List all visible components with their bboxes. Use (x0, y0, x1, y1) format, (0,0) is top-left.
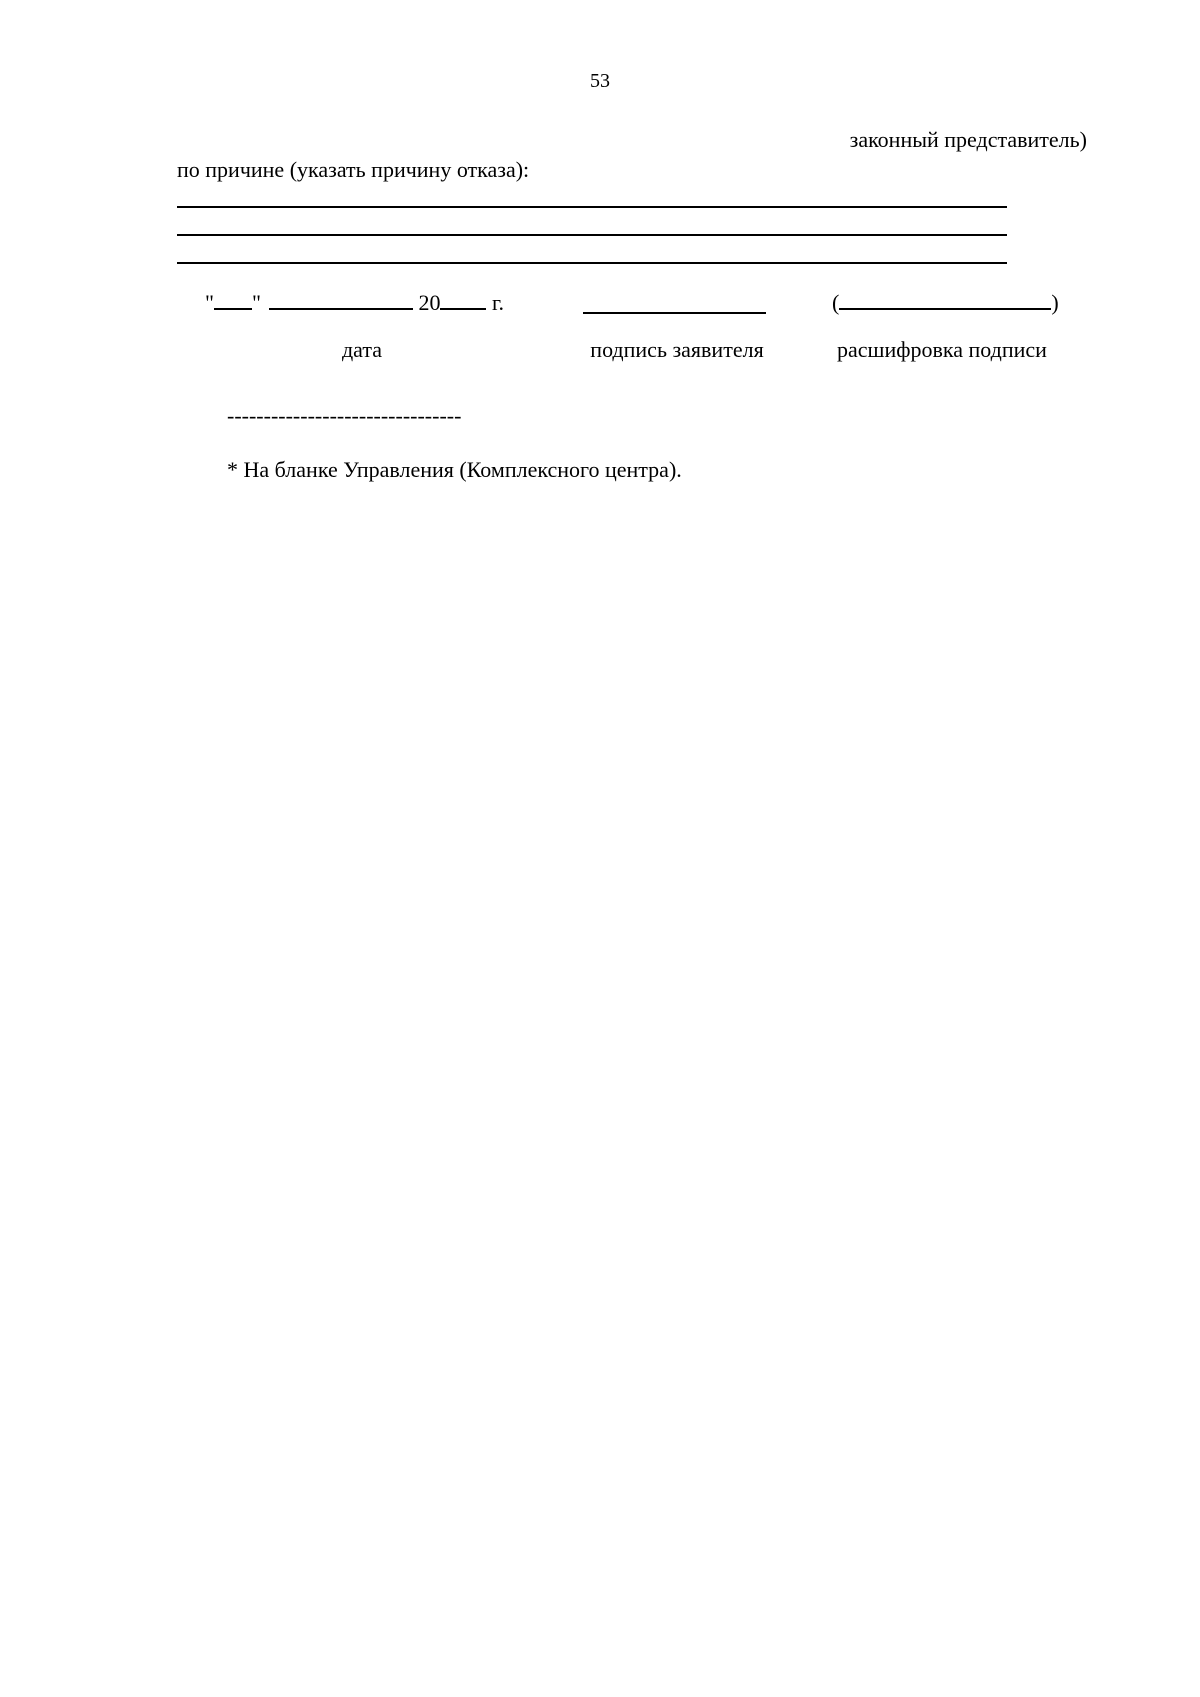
signature-blank (583, 288, 766, 314)
signature-decode-field (832, 288, 1059, 316)
month-blank (269, 288, 413, 310)
reason-line-3 (177, 262, 1007, 264)
reason-line-2 (177, 234, 1007, 236)
date-field (205, 288, 504, 316)
paren-open: ( (832, 290, 840, 315)
caption-signature: подпись заявителя (590, 337, 764, 362)
footnote-text: * На бланке Управления (Комплексного центра). (227, 457, 682, 482)
decode-blank (839, 288, 1051, 310)
day-blank (214, 288, 252, 310)
year-suffix: г. (491, 290, 505, 315)
paren-close: ) (1051, 290, 1059, 315)
reason-prompt: по причине (указать причину отказа): (177, 157, 530, 182)
quote-open: " (205, 290, 214, 315)
quote-close: " (251, 290, 261, 315)
page-number: 53 (590, 70, 610, 92)
year-blank (440, 288, 486, 310)
reason-line-1 (177, 206, 1007, 208)
caption-date: дата (341, 337, 383, 362)
representative-label: законный представитель) (849, 127, 1087, 152)
footnote-separator: -------------------------------- (227, 403, 462, 428)
caption-decode: расшифровка подписи (837, 337, 1047, 362)
year-prefix: 20 (418, 290, 441, 315)
